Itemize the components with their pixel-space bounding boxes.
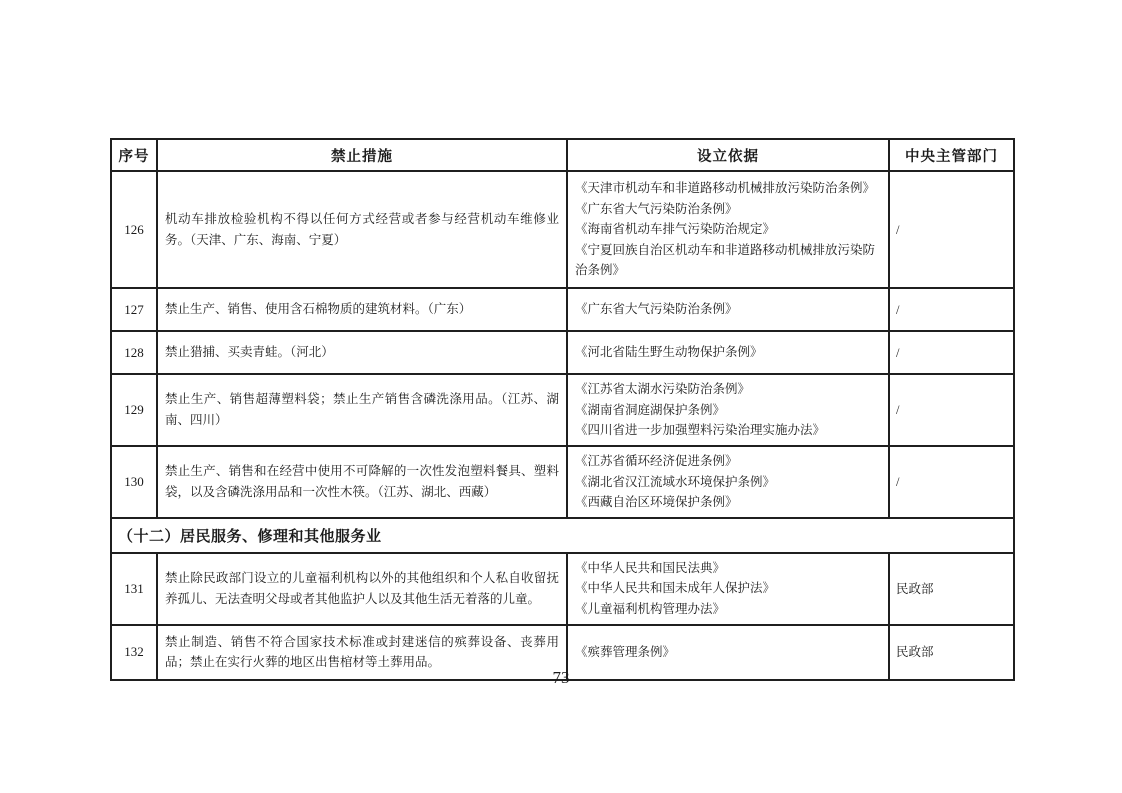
measure-cell: 禁止猎捕、买卖青蛙。（河北） [157,331,567,374]
dept-cell: / [889,331,1014,374]
row-number: 126 [111,171,157,288]
basis-cell [567,171,889,288]
basis-line: 《四川省进一步加强塑料污染治理实施办法》 [575,423,826,438]
dept-cell: / [889,171,1014,288]
table-row [111,446,1014,518]
row-number: 128 [111,331,157,374]
table-header-row [111,139,1014,171]
table-row [111,553,1014,625]
table-row [111,171,1014,288]
row-number: 132 [111,625,157,680]
basis-cell [567,374,889,446]
measure-cell: 禁止除民政部门设立的儿童福利机构以外的其他组织和个人私自收留抚养孤儿、无法查明父母或者其他监护人以及其他生活无着落的儿童。 [157,553,567,625]
measure-cell: 禁止生产、销售和在经营中使用不可降解的一次性发泡塑料餐具、塑料袋，以及含磷洗涤用品和一次性木筷。（江苏、湖北、西藏） [157,446,567,518]
column-header-no: 序号 [111,139,157,171]
basis-line: 《殡葬管理条例》 [575,644,676,659]
measure-cell: 机动车排放检验机构不得以任何方式经营或者参与经营机动车维修业务。（天津、广东、海南、宁夏） [157,171,567,288]
column-header-dept: 中央主管部门 [889,139,1014,171]
basis-line: 《湖南省洞庭湖保护条例》 [575,402,726,417]
measure-cell: 禁止生产、销售超薄塑料袋；禁止生产销售含磷洗涤用品。（江苏、湖南、四川） [157,374,567,446]
basis-cell [567,446,889,518]
measure-cell: 禁止制造、销售不符合国家技术标准或封建迷信的殡葬设备、丧葬用品；禁止在实行火葬的地区出售棺材等土葬用品。 [157,625,567,680]
basis-cell [567,331,889,374]
basis-line: 《海南省机动车排气污染防治规定》 [575,222,776,237]
page-number: 73 [552,668,570,687]
basis-line: 《中华人民共和国民法典》 [575,560,726,575]
dept-cell: / [889,288,1014,331]
basis-line: 《西藏自治区环境保护条例》 [575,495,738,510]
dept-cell: / [889,446,1014,518]
dept-cell: / [889,374,1014,446]
table-row [111,374,1014,446]
prohibition-measures-table [110,138,1015,681]
row-number: 129 [111,374,157,446]
basis-line: 《天津市机动车和非道路移动机械排放污染防治条例》 [575,180,876,195]
dept-cell: 民政部 [889,625,1014,680]
table-row [111,331,1014,374]
row-number: 127 [111,288,157,331]
dept-cell: 民政部 [889,553,1014,625]
row-number: 130 [111,446,157,518]
basis-line: 《湖北省汉江流域水环境保护条例》 [575,474,776,489]
basis-line: 《江苏省循环经济促进条例》 [575,453,738,468]
basis-line: 《河北省陆生野生动物保护条例》 [575,345,763,360]
measure-cell: 禁止生产、销售、使用含石棉物质的建筑材料。（广东） [157,288,567,331]
basis-line: 《中华人民共和国未成年人保护法》 [575,581,776,596]
basis-line: 《儿童福利机构管理办法》 [575,602,726,616]
table-row [111,288,1014,331]
basis-line: 《广东省大气污染防治条例》 [575,201,738,216]
basis-line: 《宁夏回族自治区机动车和非道路移动机械排放污染防治条例》 [575,242,876,278]
section-header-row [111,518,1014,553]
column-header-basis: 设立依据 [567,139,889,171]
basis-cell [567,553,889,625]
section-header: （十二）居民服务、修理和其他服务业 [111,518,1014,553]
basis-line: 《广东省大气污染防治条例》 [575,302,738,317]
basis-cell [567,288,889,331]
basis-line: 《江苏省太湖水污染防治条例》 [575,382,751,396]
column-header-measure: 禁止措施 [157,139,567,171]
row-number: 131 [111,553,157,625]
